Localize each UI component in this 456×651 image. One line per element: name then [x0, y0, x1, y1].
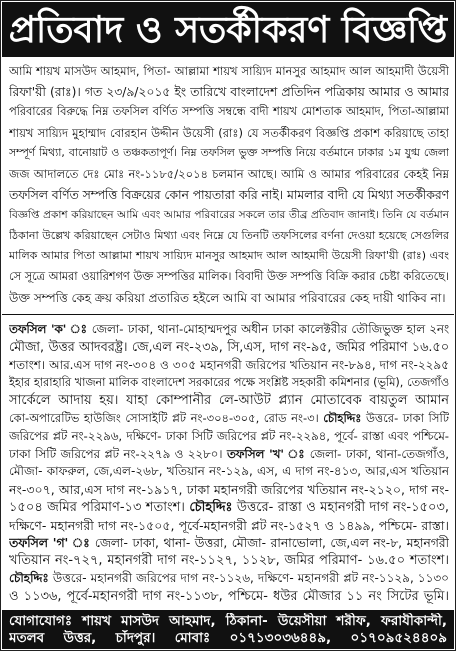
schedule-text: জরিপের প্লট নং-২২৯৬, দক্ষিণে- ঢাকা সিটি জরিপের প্লট নং-২২৯৪, পূর্বে- রাস্তা এবং পশ্চিমে-	[9, 428, 449, 443]
schedule-text: উত্তরে- মহানগরী জরিপের দাগ নং-১১২৬, দক্ষিণে- মহানগরী প্লট নং-১১২৯, ১১৩০	[48, 571, 449, 586]
schedule-line	[9, 392, 449, 410]
schedule-text: উত্তরে- ঢাকা সিটি	[361, 410, 449, 425]
schedule-text: শতাংশ। আর.এস দাগ নং-৩০৪ ও ৩০৫ মহানগরী জরিপের খতিয়ান নং-৮৯৪, দাগ নং-২২৯৫	[9, 357, 449, 372]
schedule-label: তফসিল 'ক' ঃ	[9, 322, 88, 336]
schedule-text: ঢাকা সিটি জরিপের প্লট নং-২২৭৯ ও ২২৮০।	[9, 446, 227, 461]
intro-paragraph	[9, 61, 449, 309]
schedule-text: জেলা- ঢাকা, থানা-মোহাম্মদপুর অধীন ঢাকা কালেক্টরীর তৌজিভুক্ত হাল ২নং	[87, 322, 449, 336]
schedule-text: জেলা- ঢাকা, থানা- উত্তরা, মৌজা- রানাভোলা, জে,এল নং-৮, মহানগরী	[90, 535, 449, 550]
schedule-line	[9, 374, 449, 392]
intro-line: বিজ্ঞপ্তি প্রকাশ করিয়াছেন আমি এবং আমার পরিবারের সকলে তার তীব্র প্রতিবাদ জানাই। তিনি যে বর্তমান	[9, 209, 449, 222]
schedule-line	[9, 588, 449, 606]
intro-line: মালিক আমার পিতা আল্লামা শায়খ সায়্যিদ মানসুর আহমাদ আল আহমাদী উয়েসী রিফা'য়ী (রাঃ) এবং	[9, 249, 449, 263]
schedule-label: তফসিল 'গ' ঃ	[9, 535, 91, 550]
contact-footer	[2, 610, 454, 649]
schedule-text: খতিয়ান নং-৭২৭, মহানগরী দাগ নং-১১২৭, ১১২৮, জমির পরিমাণ- ১৬.৫০ শতাংশ।	[9, 553, 449, 569]
schedule-line	[9, 517, 449, 535]
schedule-label: চৌহদ্দিঃ	[189, 499, 233, 515]
schedule-text: দক্ষিণে- মহানগরী দাগ নং-১৫০৫, পূর্বে-মহানগরী প্লট নং-১৫২৭ ও ১৪৯৯, পশ্চিমে- রাস্তা।	[9, 517, 449, 533]
intro-line: রিফা'য়ী (রাঃ)। গত ২৩/৯/২০১৫ ইং তারিখে বাংলাদেশ প্রতিদিন পত্রিকায় আমার ও আমার	[9, 84, 449, 99]
intro-line: আমি শায়খ মাসউদ আহমাদ, পিতা- আল্লামা শায়খ সায়্যিদ মানসুর আহমাদ আল আহমাদী উয়েসী	[9, 64, 449, 78]
schedule-text: ও ১১৩৬, পূর্বে-মহানগরী দাগ নং-১১৩৮, পশ্চিমে- ধউর মৌজার ১১ নং সিটের ভূমি।	[9, 588, 449, 604]
intro-line: উক্ত সম্পত্তি কেহ ক্রয় করিয়া প্রতারিত হইলে আমি বা আমার পরিবারের কেহ দায়ী থাকিব না।	[9, 290, 446, 305]
divider	[2, 314, 454, 315]
intro-line: পরিবারের বিরুদ্ধে নিম্ন তফসিল বর্ণিত সম্পত্তি সম্বন্ধে বাদী শায়খ মোশতাক আহমাদ, পিতা-আল্লামা	[9, 105, 449, 119]
schedule-line	[9, 410, 449, 428]
schedule-paragraph	[9, 321, 449, 607]
schedule-text: মৌজা- কাফরুল, জে,এল-২৬৮, খতিয়ান নং-১২৯, এস, এ দাগ নং-৪১৩, আর,এস খতিয়ান	[9, 464, 449, 479]
schedule-text: সার্কেলে আদায় হয়। যাহা কোম্পানীর লে-আউট প্ল্যান মোতাবেক বায়তুল আমান	[9, 393, 449, 409]
schedule-line	[9, 339, 449, 357]
intro-line: জজ আদালতে দেঃ মোঃ নং-১১৮৫/২০১৪ চলমান আছে। আমি ও আমার পরিবারের কেহই নিম্ন	[9, 166, 449, 181]
schedule-line	[9, 428, 449, 446]
schedule-text: ইহার হারাহারি খাজনা মালিক বাংলাদেশ সরকারের পক্ষে সংশ্লিষ্ট সহকারী কমিশনার (ভূমি), তেজগাঁও	[9, 376, 449, 390]
schedule-label: তফসিল 'খ' ঃ	[226, 446, 306, 461]
intro-line: ঠিকানা উল্লেখ করিয়াছেন সেটাও মিথ্যা এবং নিম্নে যে তিনটি তফসিলের বর্ণনা দেওয়া হয়েছে সেগুলির	[9, 228, 449, 242]
schedule-line	[9, 463, 449, 481]
schedule-line	[9, 481, 449, 499]
schedule-line	[9, 499, 449, 517]
schedule-text: কো-অপারেটিভ হাউজিং সোসাইটি প্লট নং-৩০৪-৩০৫, রোড নং-৩।	[9, 410, 324, 425]
schedule-line	[9, 570, 449, 588]
schedule-line	[9, 446, 449, 464]
schedule-text: জেলা- ঢাকা, থানা-তেজগাঁও,	[305, 446, 449, 461]
schedule-text: ১৫০৪ জমির পরিমাণ-১৩ শতাংশ।	[9, 499, 190, 515]
contact-line: মতলব উত্তর, চাঁদপুর। মোবাঃ ০১৭১৩০৩৬৪৪৯, ০১৭০৯৫২৪৪০৯	[9, 630, 447, 646]
contact-line: যোগাযোগঃ শায়খ মাসউদ আহমাদ, ঠিকানা- উয়েসীয়া শরীফ, ফরাযীকান্দী,	[9, 613, 447, 629]
intro-line: সম্পূর্ণ মিথ্যা, বানোয়াট ও তঞ্চকতাপূর্ণ। নিম্ন তফসিল ভুক্ত সম্পত্তি নিয়ে বর্তমানে ঢাকার ১ম যুগ্ম জেলা	[9, 146, 449, 160]
intro-line: সে সূত্রে আমরা ওয়ারিশগণ উক্ত সম্পত্তির মালিক। বিবাদী উক্ত সম্পত্তি বিক্রি করার চেষ্টা করিতেছে।	[9, 269, 449, 283]
schedule-line	[9, 552, 449, 570]
schedule-line	[9, 321, 449, 339]
schedule-label: চৌহদ্দিঃ	[9, 571, 49, 586]
notice-title: প্রতিবাদ ও সতর্কীকরণ বিজ্ঞপ্তি	[8, 8, 448, 51]
intro-line: শায়খ সায়্যিদ মুহাম্মাদ বোরহান উদ্দীন উয়েসী (রাঃ) যে সতর্কীকরণ বিজ্ঞপ্তি প্রকাশ করিয়াছে তাহা	[9, 125, 449, 140]
schedule-label: চৌহদ্দিঃ	[323, 410, 362, 425]
schedule-text: উত্তরে- রাস্তা ও মহানগরী দাগ নং-১৫০৩,	[232, 499, 449, 515]
schedule-text: নং-৩০৭, আর,এস দাগ নং-১৯১৭, ঢাকা মহানগরী জরিপের খতিয়ান নং-২১২০, দাগ নং-	[9, 482, 449, 498]
schedule-line	[9, 357, 449, 375]
schedule-text: মৌজা, উত্তর আদবরষ্ট্র। জে,এল নং-২৩৯, সি,এস, দাগ নং-৯৫, জমির পরিমাণ ১৬.৫০	[9, 339, 449, 355]
intro-line: তফসিল বর্ণিত সম্পত্তি বিক্রয়ের কোন পায়তারা করি নাই। মামলার বাদী যে মিথ্যা সতর্কীকরণ	[9, 187, 449, 202]
schedule-line	[9, 535, 449, 553]
title-banner	[2, 2, 454, 57]
